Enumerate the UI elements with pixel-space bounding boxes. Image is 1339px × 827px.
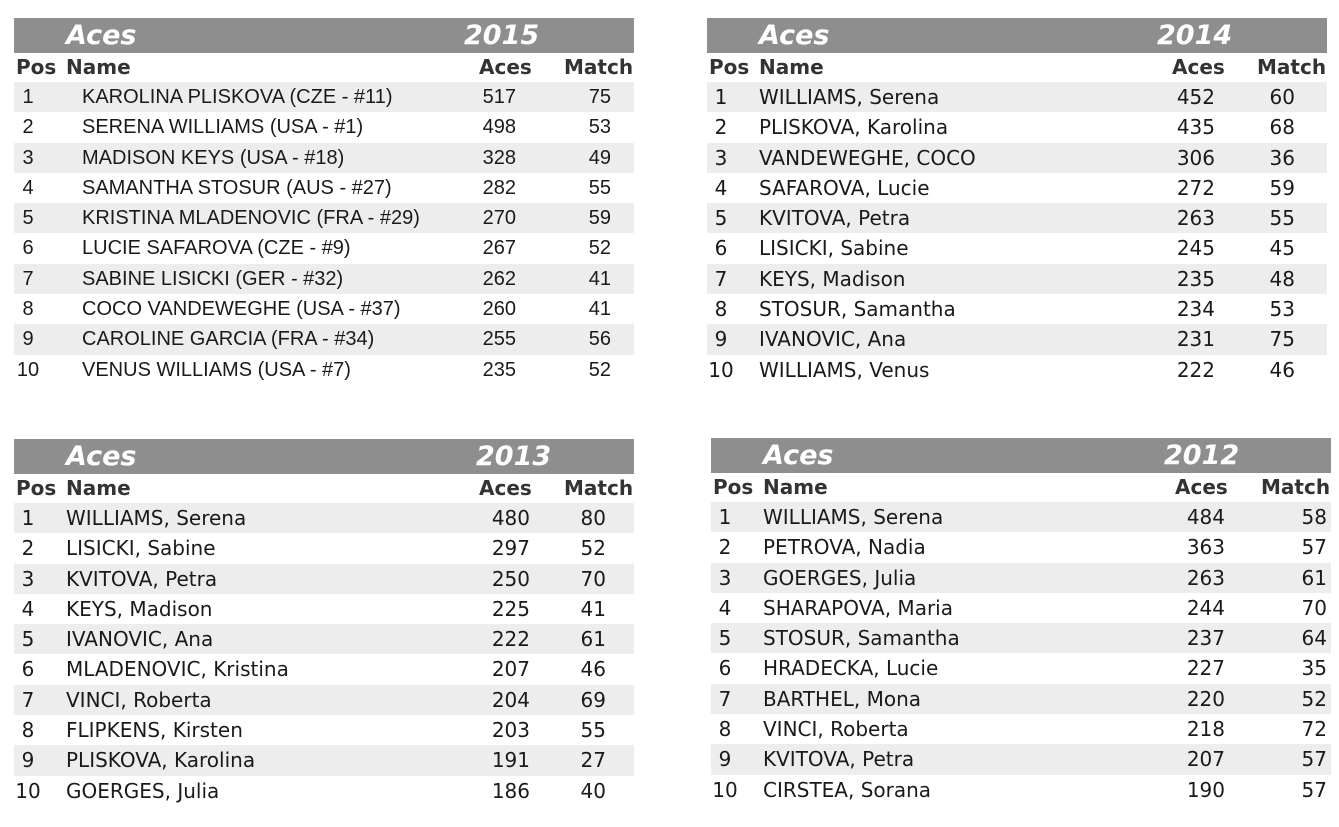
cell-aces: 297 (491, 536, 530, 561)
table-row (14, 624, 634, 654)
cell-aces: 234 (1176, 297, 1215, 322)
cell-aces: 207 (1186, 747, 1225, 772)
cell-name: KRISTINA MLADENOVIC (FRA - #29) (82, 207, 420, 230)
cell-name: SAFAROVA, Lucie (759, 175, 930, 200)
table-row (14, 112, 634, 142)
cell-match: 59 (1269, 175, 1295, 200)
cell-match: 53 (588, 116, 611, 139)
cell-pos: 5 (22, 207, 34, 230)
cell-match: 57 (1301, 535, 1327, 560)
table-row (14, 264, 634, 294)
cell-pos: 3 (21, 566, 35, 591)
cell-aces: 306 (1176, 145, 1215, 170)
cell-pos: 2 (714, 115, 728, 140)
cell-aces: 227 (1186, 656, 1225, 681)
cell-aces: 250 (491, 566, 530, 591)
cell-match: 27 (580, 748, 606, 773)
table-row (711, 653, 1331, 683)
column-header-row (14, 53, 634, 82)
cell-name: IVANOVIC, Ana (66, 627, 214, 652)
cell-name: SABINE LISICKI (GER - #32) (82, 267, 344, 290)
table-row (707, 324, 1327, 354)
table-row (14, 745, 634, 775)
header-aces: Aces (1172, 55, 1225, 79)
cell-pos: 3 (22, 146, 34, 169)
cell-pos: 6 (22, 237, 34, 260)
table-title: Aces (763, 440, 834, 471)
cell-aces: 435 (1176, 115, 1215, 140)
cell-match: 41 (588, 298, 611, 321)
table-title: Aces (759, 20, 830, 51)
cell-aces: 263 (1176, 206, 1215, 231)
cell-pos: 7 (21, 687, 35, 712)
cell-pos: 7 (718, 686, 732, 711)
cell-aces: 267 (482, 237, 516, 260)
table-title-bar (711, 438, 1331, 473)
cell-aces: 207 (491, 657, 530, 682)
cell-pos: 4 (714, 175, 728, 200)
cell-aces: 517 (482, 86, 516, 108)
cell-pos: 10 (15, 778, 41, 803)
cell-name: VINCI, Roberta (66, 687, 212, 712)
header-aces: Aces (479, 476, 532, 500)
cell-name: PETROVA, Nadia (763, 535, 926, 560)
cell-aces: 328 (482, 146, 516, 169)
cell-match: 68 (1269, 115, 1295, 140)
table-row (14, 594, 634, 624)
column-header-row (711, 473, 1331, 502)
cell-match: 58 (1301, 505, 1327, 529)
cell-aces: 244 (1186, 595, 1225, 620)
cell-aces: 260 (482, 298, 516, 321)
aces-table-2015 (14, 18, 634, 385)
cell-aces: 190 (1186, 777, 1225, 802)
cell-match: 56 (588, 328, 611, 351)
cell-match: 70 (1301, 595, 1327, 620)
header-match: Match (1261, 475, 1331, 499)
cell-pos: 5 (718, 626, 732, 651)
cell-pos: 4 (718, 595, 732, 620)
cell-aces: 235 (1176, 266, 1215, 291)
cell-match: 41 (580, 596, 606, 621)
cell-name: VINCI, Roberta (763, 717, 909, 742)
cell-match: 46 (1269, 357, 1295, 382)
cell-name: LISICKI, Sabine (759, 236, 909, 261)
cell-pos: 9 (22, 328, 34, 351)
cell-match: 52 (1301, 686, 1327, 711)
cell-aces: 225 (491, 596, 530, 621)
table-row (711, 684, 1331, 714)
column-header-row (14, 474, 634, 503)
cell-pos: 6 (718, 656, 732, 681)
cell-aces: 262 (482, 267, 516, 290)
cell-match: 69 (580, 687, 606, 712)
cell-name: MLADENOVIC, Kristina (66, 657, 289, 682)
table-row (14, 294, 634, 324)
cell-pos: 1 (718, 505, 732, 529)
cell-name: VANDEWEGHE, COCO (759, 145, 976, 170)
cell-name: LISICKI, Sabine (66, 536, 216, 561)
cell-name: WILLIAMS, Serena (759, 85, 940, 109)
cell-name: COCO VANDEWEGHE (USA - #37) (82, 298, 401, 321)
cell-match: 41 (588, 267, 611, 290)
table-row (711, 623, 1331, 653)
aces-table-2014 (707, 18, 1327, 385)
cell-aces: 204 (491, 687, 530, 712)
table-row (14, 715, 634, 745)
cell-name: WILLIAMS, Serena (66, 506, 247, 530)
cell-name: PLISKOVA, Karolina (759, 115, 949, 140)
cell-match: 55 (1269, 206, 1295, 231)
table-row (14, 203, 634, 233)
cell-aces: 218 (1186, 717, 1225, 742)
cell-match: 46 (580, 657, 606, 682)
cell-aces: 484 (1186, 505, 1225, 529)
cell-aces: 272 (1176, 175, 1215, 200)
cell-name: LUCIE SAFAROVA (CZE - #9) (82, 237, 351, 260)
cell-pos: 8 (718, 717, 732, 742)
table-row (14, 564, 634, 594)
table-row (711, 563, 1331, 593)
cell-name: FLIPKENS, Kirsten (66, 718, 243, 743)
cell-pos: 8 (21, 718, 35, 743)
cell-name: CAROLINE GARCIA (FRA - #34) (82, 328, 375, 351)
header-match: Match (1257, 55, 1327, 79)
cell-aces: 452 (1176, 85, 1215, 109)
cell-pos: 2 (22, 116, 34, 139)
table-row (711, 502, 1331, 532)
cell-name: GOERGES, Julia (763, 565, 917, 590)
cell-name: GOERGES, Julia (66, 778, 220, 803)
cell-pos: 5 (714, 206, 728, 231)
cell-name: KVITOVA, Petra (66, 566, 218, 591)
table-row (14, 173, 634, 203)
header-pos: Pos (16, 55, 57, 79)
cell-pos: 10 (712, 777, 738, 802)
cell-aces: 245 (1176, 236, 1215, 261)
header-match: Match (564, 55, 634, 79)
cell-name: CIRSTEA, Sorana (763, 777, 932, 802)
cell-pos: 1 (714, 85, 728, 109)
cell-match: 64 (1301, 626, 1327, 651)
header-match: Match (564, 476, 634, 500)
cell-name: VENUS WILLIAMS (USA - #7) (82, 358, 351, 381)
table-row (711, 593, 1331, 623)
cell-pos: 10 (708, 357, 734, 382)
cell-match: 53 (1269, 297, 1295, 322)
table-title-bar (14, 439, 634, 474)
table-body (707, 82, 1327, 385)
table-row (14, 685, 634, 715)
cell-pos: 6 (21, 657, 35, 682)
table-row (711, 775, 1331, 805)
table-body (14, 82, 634, 385)
cell-pos: 10 (16, 358, 40, 381)
table-year: 2015 (464, 20, 540, 51)
cell-name: KEYS, Madison (759, 266, 906, 291)
aces-table-2013 (14, 439, 634, 806)
cell-name: SAMANTHA STOSUR (AUS - #27) (82, 176, 392, 199)
cell-pos: 2 (718, 535, 732, 560)
cell-match: 40 (580, 778, 606, 803)
cell-pos: 8 (22, 298, 34, 321)
cell-name: PLISKOVA, Karolina (66, 748, 256, 773)
header-name: Name (763, 475, 828, 499)
table-row (707, 355, 1327, 385)
cell-match: 60 (1269, 85, 1295, 109)
table-row (707, 112, 1327, 142)
cell-name: SERENA WILLIAMS (USA - #1) (82, 116, 364, 139)
cell-match: 48 (1269, 266, 1295, 291)
table-row (707, 264, 1327, 294)
table-row (14, 654, 634, 684)
table-title-bar (14, 18, 634, 53)
cell-match: 45 (1269, 236, 1295, 261)
cell-name: STOSUR, Samantha (763, 626, 960, 651)
table-year: 2013 (476, 441, 552, 472)
cell-pos: 8 (714, 297, 728, 322)
cell-match: 35 (1301, 656, 1327, 681)
cell-aces: 498 (482, 116, 516, 139)
cell-name: IVANOVIC, Ana (759, 327, 907, 352)
cell-pos: 3 (718, 565, 732, 590)
cell-name: KAROLINA PLISKOVA (CZE - #11) (82, 86, 393, 108)
cell-match: 61 (580, 627, 606, 652)
cell-aces: 203 (491, 718, 530, 743)
cell-name: HRADECKA, Lucie (763, 656, 939, 681)
cell-match: 70 (580, 566, 606, 591)
cell-match: 61 (1301, 565, 1327, 590)
cell-match: 55 (588, 176, 611, 199)
table-row (14, 233, 634, 263)
cell-match: 59 (588, 207, 611, 230)
table-title: Aces (66, 441, 137, 472)
cell-match: 49 (588, 146, 611, 169)
table-row (711, 532, 1331, 562)
table-row (711, 714, 1331, 744)
cell-pos: 2 (21, 536, 35, 561)
cell-aces: 263 (1186, 565, 1225, 590)
cell-name: MADISON KEYS (USA - #18) (82, 146, 345, 169)
header-name: Name (66, 55, 131, 79)
table-row (711, 744, 1331, 774)
table-row (707, 233, 1327, 263)
cell-aces: 231 (1176, 327, 1215, 352)
cell-aces: 222 (491, 627, 530, 652)
cell-name: BARTHEL, Mona (763, 686, 922, 711)
cell-name: KVITOVA, Petra (763, 747, 915, 772)
table-row (707, 82, 1327, 112)
table-row (14, 503, 634, 533)
table-title-bar (707, 18, 1327, 53)
cell-pos: 9 (714, 327, 728, 352)
cell-match: 75 (588, 86, 611, 108)
table-row (707, 294, 1327, 324)
cell-aces: 237 (1186, 626, 1225, 651)
cell-name: WILLIAMS, Serena (763, 505, 944, 529)
table-row (707, 173, 1327, 203)
header-pos: Pos (16, 476, 57, 500)
table-body (14, 503, 634, 806)
header-aces: Aces (1175, 475, 1228, 499)
cell-name: WILLIAMS, Venus (759, 357, 930, 382)
cell-aces: 220 (1186, 686, 1225, 711)
cell-name: SHARAPOVA, Maria (763, 595, 953, 620)
aces-table-2012 (711, 438, 1331, 805)
column-header-row (707, 53, 1327, 82)
table-body (711, 502, 1331, 805)
cell-match: 52 (588, 358, 611, 381)
header-pos: Pos (713, 475, 754, 499)
cell-match: 55 (580, 718, 606, 743)
cell-pos: 1 (21, 506, 35, 530)
header-pos: Pos (709, 55, 750, 79)
cell-aces: 282 (482, 176, 516, 199)
cell-pos: 4 (21, 596, 35, 621)
cell-aces: 235 (482, 358, 516, 381)
cell-match: 52 (580, 536, 606, 561)
header-name: Name (759, 55, 824, 79)
cell-aces: 191 (491, 748, 530, 773)
cell-pos: 9 (21, 748, 35, 773)
table-row (14, 324, 634, 354)
cell-pos: 1 (22, 86, 34, 108)
table-row (707, 203, 1327, 233)
cell-aces: 222 (1176, 357, 1215, 382)
table-row (14, 82, 634, 112)
cell-pos: 9 (718, 747, 732, 772)
cell-match: 57 (1301, 747, 1327, 772)
cell-match: 75 (1269, 327, 1295, 352)
cell-match: 36 (1269, 145, 1295, 170)
cell-aces: 186 (491, 778, 530, 803)
cell-match: 52 (588, 237, 611, 260)
table-title: Aces (66, 20, 137, 51)
cell-aces: 270 (482, 207, 516, 230)
table-row (14, 533, 634, 563)
table-year: 2012 (1164, 440, 1240, 471)
header-aces: Aces (479, 55, 532, 79)
table-row (14, 776, 634, 806)
cell-pos: 3 (714, 145, 728, 170)
cell-pos: 6 (714, 236, 728, 261)
cell-name: KVITOVA, Petra (759, 206, 911, 231)
table-row (14, 143, 634, 173)
table-row (707, 143, 1327, 173)
cell-aces: 363 (1186, 535, 1225, 560)
cell-pos: 5 (21, 627, 35, 652)
cell-name: STOSUR, Samantha (759, 297, 956, 322)
cell-pos: 7 (714, 266, 728, 291)
cell-aces: 255 (482, 328, 516, 351)
cell-match: 72 (1301, 717, 1327, 742)
cell-pos: 7 (22, 267, 34, 290)
table-row (14, 355, 634, 385)
header-name: Name (66, 476, 131, 500)
cell-match: 80 (580, 506, 606, 530)
cell-pos: 4 (22, 176, 34, 199)
cell-name: KEYS, Madison (66, 596, 213, 621)
cell-match: 57 (1301, 777, 1327, 802)
cell-aces: 480 (491, 506, 530, 530)
table-year: 2014 (1157, 20, 1233, 51)
